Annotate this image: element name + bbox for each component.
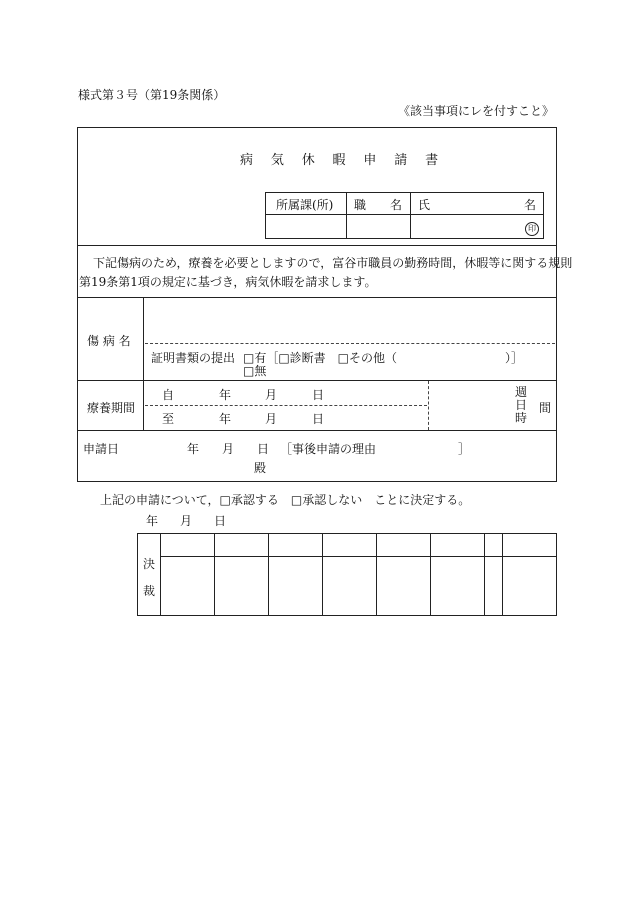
dept-field[interactable] (267, 216, 345, 238)
decision-text: 上記の申請について，□承認する □承認しない ことに決定する。 (100, 493, 471, 507)
illness-dashed-line (145, 343, 555, 344)
application-date-label: 申請日 (83, 442, 120, 456)
approval-col-divider (484, 533, 485, 616)
title-char: 病 (240, 153, 254, 168)
applicant-col-divider (410, 192, 411, 239)
title-char: 請 (394, 153, 408, 168)
title-char: 書 (425, 153, 439, 168)
approval-table (137, 533, 557, 616)
approval-col-divider (268, 533, 269, 616)
illness-label: 傷 病 名 (87, 334, 131, 348)
approval-row-divider (160, 556, 557, 557)
section-divider (77, 245, 557, 246)
name-label-second: 名 (524, 198, 537, 212)
cert-option-yes[interactable]: □有［□診断書 □その他（ ）］ (243, 351, 524, 365)
form-number: 様式第３号（第19条関係） (78, 88, 226, 102)
applicant-col-divider (346, 192, 347, 239)
section-divider (77, 430, 557, 431)
decision-year: 年 (146, 514, 159, 528)
section-divider (77, 297, 557, 298)
period-dashed-divider (428, 381, 429, 430)
decision-day: 日 (214, 514, 227, 528)
approval-col-divider (214, 533, 215, 616)
unit-kan: 間 (539, 401, 552, 415)
addressee-honorific: 殿 (254, 461, 267, 475)
application-day: 日 (257, 442, 270, 456)
title-char: 気 (270, 153, 284, 168)
applicant-row-divider (265, 214, 544, 215)
period-from: 自 (162, 388, 175, 402)
period-to-year: 年 (219, 412, 232, 426)
approval-col-divider (322, 533, 323, 616)
illness-name-field[interactable] (146, 300, 554, 340)
cert-label: 証明書類の提出 (151, 351, 236, 365)
period-from-day: 日 (312, 388, 325, 402)
title-char: 申 (363, 153, 377, 168)
approval-label-bottom: 裁 (143, 584, 156, 598)
title-char: 休 (301, 153, 315, 168)
approval-col-divider (430, 533, 431, 616)
seal-icon: 印 (525, 222, 539, 236)
late-reason-label: ［事後申請の理由 (280, 442, 377, 456)
statement-line-1: 下記傷病のため，療養を必要としますので，富谷市職員の勤務時間，休暇等に関する規則 (93, 256, 573, 270)
cert-option-no[interactable]: □無 (243, 364, 267, 378)
period-dashed-line (145, 405, 427, 406)
period-from-year: 年 (219, 388, 232, 402)
late-reason-field[interactable] (372, 438, 456, 454)
approval-col-divider (502, 533, 503, 616)
approval-col-divider (376, 533, 377, 616)
unit-day: 日 (515, 398, 528, 412)
period-to: 至 (162, 412, 175, 426)
dept-label: 所属課(所) (276, 198, 334, 212)
approval-col-divider (160, 533, 161, 616)
position-label: 職 名 (354, 198, 403, 212)
period-to-day: 日 (312, 412, 325, 426)
form-title (240, 149, 438, 168)
section-divider (77, 380, 557, 381)
statement-line-2: 第19条第1項の規定に基づき，病気休暇を請求します。 (79, 275, 377, 289)
period-label: 療養期間 (87, 401, 136, 415)
name-label-first: 氏 (418, 198, 431, 212)
instruction-note: 《該当事項にレを付すこと》 (398, 104, 555, 118)
application-year: 年 (187, 442, 200, 456)
name-field[interactable] (412, 216, 520, 238)
approval-label-top: 決 (143, 557, 156, 571)
late-reason-close: ］ (458, 442, 471, 456)
duration-units (515, 386, 527, 425)
position-field[interactable] (348, 216, 409, 238)
seal-mark (525, 220, 539, 236)
unit-week: 週 (515, 385, 528, 399)
period-to-month: 月 (265, 412, 278, 426)
period-from-month: 月 (265, 388, 278, 402)
label-col-divider (143, 297, 144, 430)
decision-month: 月 (180, 514, 193, 528)
unit-hour: 時 (515, 411, 528, 425)
application-month: 月 (222, 442, 235, 456)
title-char: 暇 (332, 153, 346, 168)
